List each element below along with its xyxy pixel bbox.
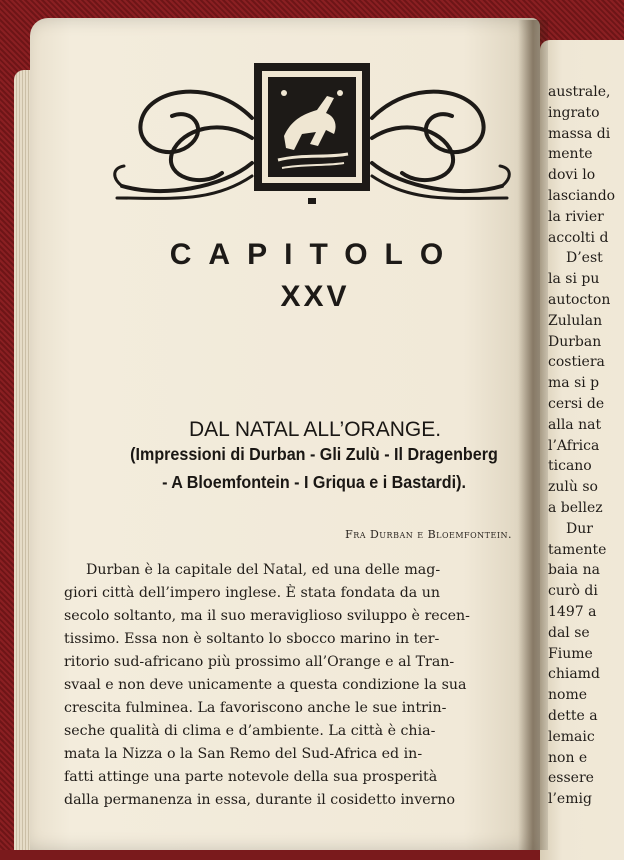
body-line: seche qualità di clima e d’ambiente. La città è chia- (64, 723, 436, 739)
right-page-line: Dur (566, 520, 593, 537)
right-page-line: dovi lo (548, 167, 596, 184)
right-page-line: costiera (548, 354, 605, 371)
body-line: giori città dell’impero inglese. È stata fondata da un (64, 585, 441, 601)
right-page-line: essere (548, 770, 594, 787)
place-heading: Fra Durban e Bloemfontein. (345, 528, 512, 541)
right-page-line: non e (548, 749, 588, 766)
right-page-line: chiamd (548, 666, 600, 683)
right-page-line: 1497 a (548, 604, 597, 620)
right-page-line: tamente (548, 541, 607, 558)
body-line: svaal e non deve unicamente a questa condizione la sua (64, 677, 467, 693)
right-page-line: mente (548, 146, 593, 163)
right-page-line: baia na (548, 562, 600, 579)
right-page-line: la rivier (548, 208, 604, 225)
right-page-line: alla nat (548, 416, 602, 433)
right-page-line: lasciando (548, 188, 616, 204)
right-page-line: massa di (548, 125, 611, 142)
right-page-line: australe, (548, 84, 611, 100)
right-page-line: ingrato (548, 104, 600, 121)
chapter-number: XXV (280, 280, 350, 313)
right-page-line: curò di (548, 583, 598, 600)
right-page-line: accolti d (548, 229, 609, 246)
body-line: crescita fulminea. La favoriscono anche le sue intrin- (64, 700, 447, 716)
right-page-line: a bellez (548, 500, 603, 516)
body-line: tissimo. Essa non è soltanto lo sbocco marino in ter- (64, 631, 440, 647)
body-line: ritorio sud-africano più prossimo all’Orange e al Tran- (64, 654, 455, 670)
right-page-line: nome (548, 687, 588, 704)
body-line: fatti attinge una parte notevole della sua prosperità (64, 769, 438, 785)
body-line: secolo soltanto, ma il suo meraviglioso sviluppo è recen- (64, 608, 470, 624)
chapter-ornament-icon (112, 58, 512, 208)
right-page-line: Fiume (548, 645, 593, 662)
right-page-line: ma si p (548, 375, 600, 392)
right-page-line: lemaic (548, 728, 595, 745)
section-subtitle-line-2: - A Bloemfontein - I Griqua e i Bastardi). (162, 472, 466, 492)
section-title: DAL NATAL ALL’ORANGE. (188, 418, 442, 441)
right-page-line: cersi de (548, 396, 605, 412)
right-page-line: l’emig (548, 791, 592, 808)
chapter-label: CAPITOLO (169, 238, 461, 271)
right-page-line: ticano (548, 458, 592, 475)
right-page-line: Durban (548, 333, 602, 350)
right-page-line: autocton (548, 292, 611, 308)
right-page-line: dette a (548, 708, 598, 724)
right-page-line: Zululan (548, 312, 603, 329)
section-subtitle-line-1: (Impressioni di Durban - Gli Zulù - Il Dragenberg (130, 444, 498, 464)
right-page-line: l’Africa (548, 437, 600, 454)
body-line: mata la Nizza o la San Remo del Sud-Africa ed in- (64, 746, 423, 762)
body-line: dalla permanenza in essa, durante il cosidetto inverno (64, 792, 456, 808)
book-gutter (518, 20, 548, 850)
right-page (540, 40, 624, 860)
right-page-line: la si pu (548, 271, 600, 288)
right-page-line: zulù so (548, 479, 598, 496)
body-line: Durban è la capitale del Natal, ed una delle mag- (86, 562, 441, 578)
right-page-line: dal se (548, 624, 590, 641)
right-page-line: D’est (566, 250, 603, 267)
